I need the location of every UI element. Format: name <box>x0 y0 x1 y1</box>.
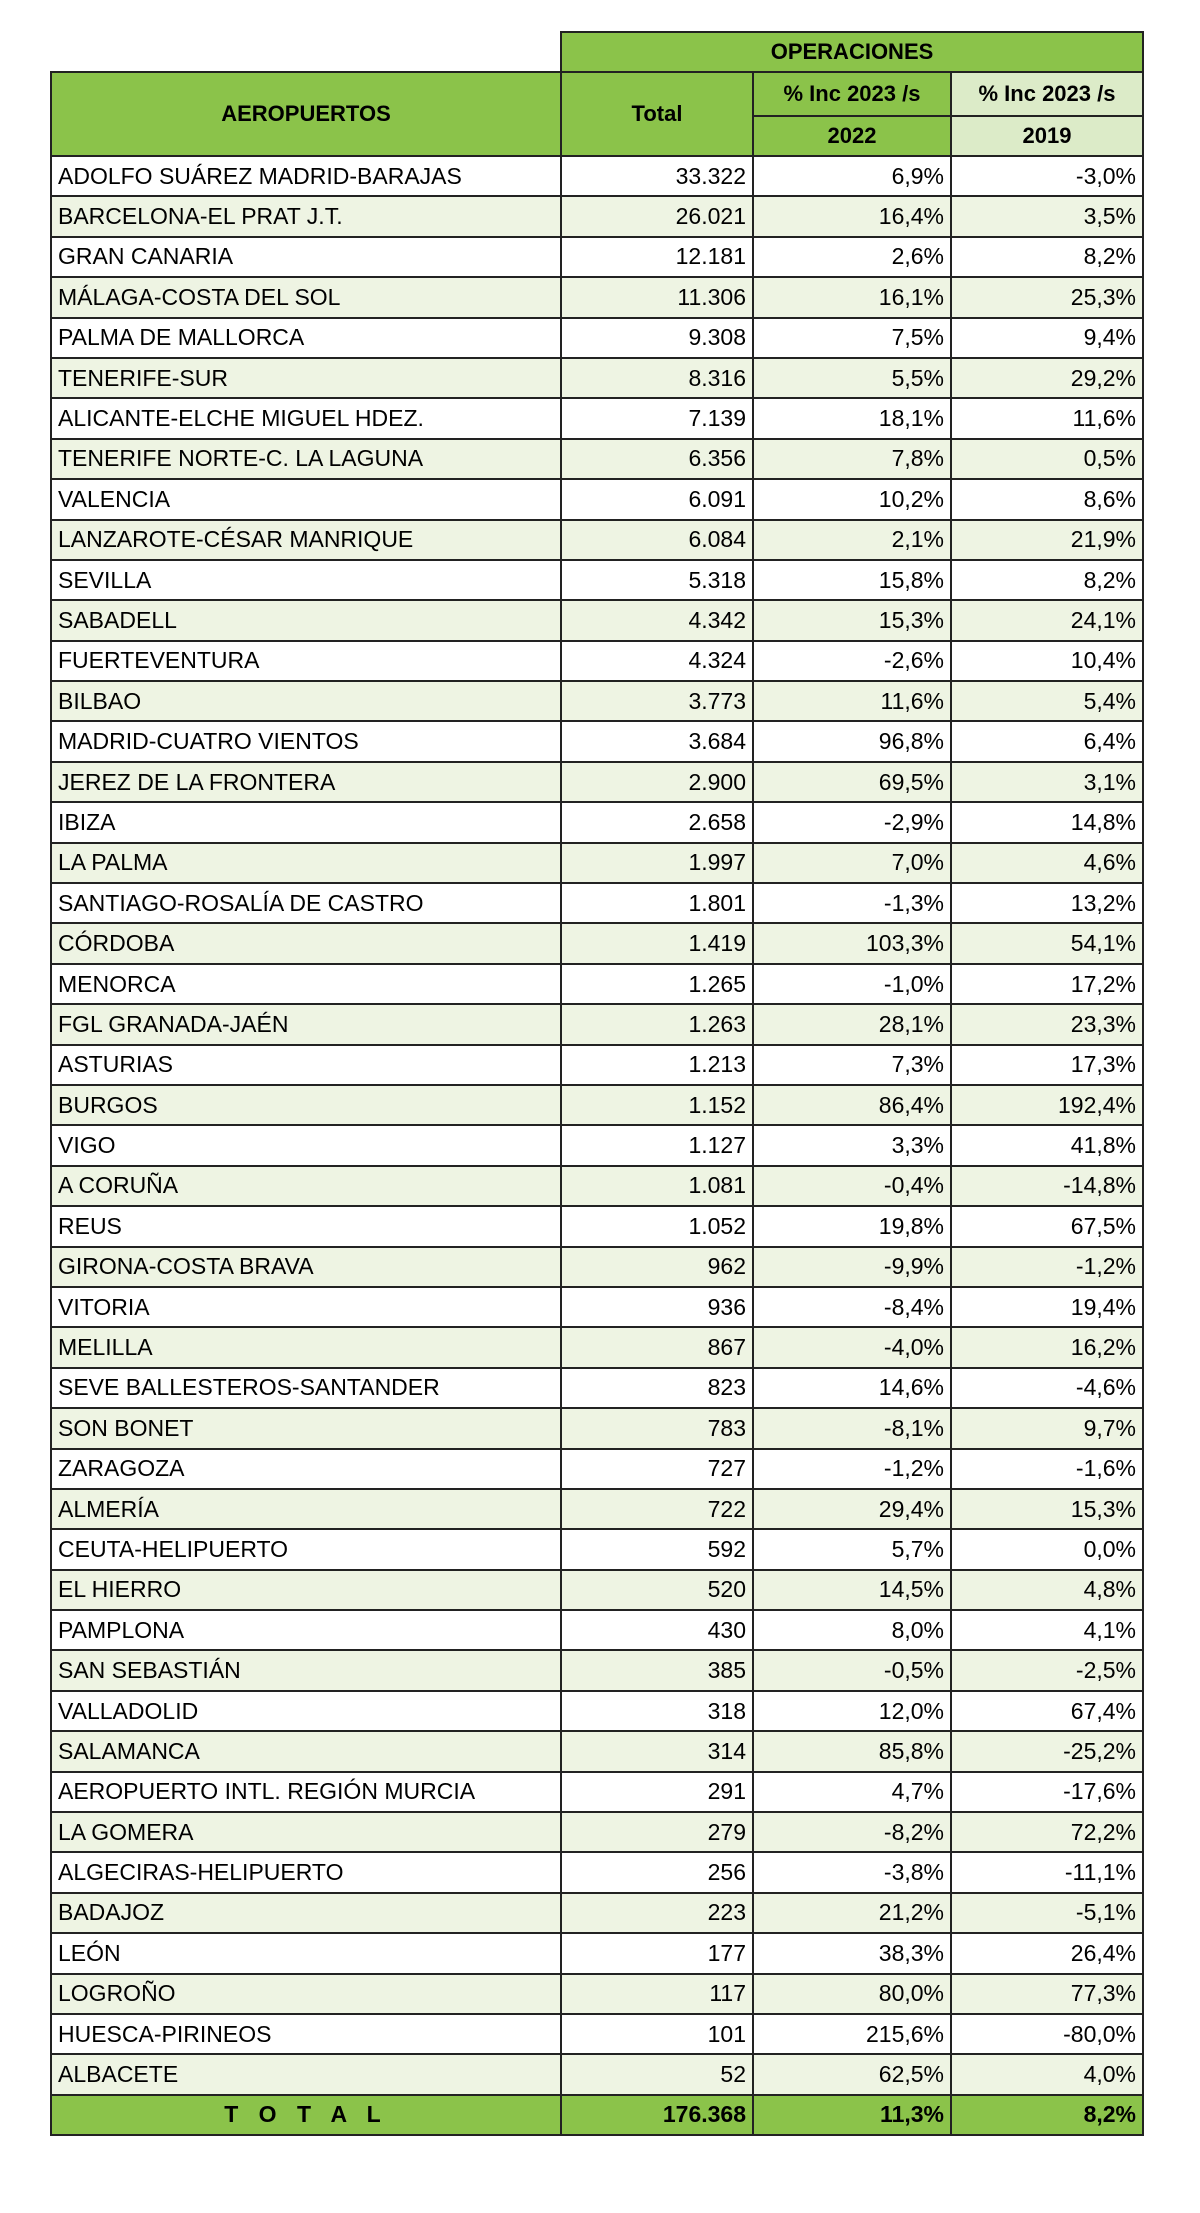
airport-name-cell: ALICANTE-ELCHE MIGUEL HDEZ. <box>51 398 561 438</box>
total-label: T O T A L <box>51 2095 561 2135</box>
table-row <box>51 1489 1143 1529</box>
inc-2022-cell: 5,7% <box>753 1529 951 1569</box>
inc-2022-cell: 18,1% <box>753 398 951 438</box>
table-row <box>51 1045 1143 1085</box>
airport-name-cell: REUS <box>51 1206 561 1246</box>
airport-name-cell: LOGROÑO <box>51 1974 561 2014</box>
total-cell: 1.265 <box>561 964 753 1004</box>
airport-name-cell: MADRID-CUATRO VIENTOS <box>51 721 561 761</box>
inc-2022-cell: -3,8% <box>753 1852 951 1892</box>
inc-2019-cell: 16,2% <box>951 1327 1143 1367</box>
table-row <box>51 2014 1143 2054</box>
inc-2019-cell: 67,4% <box>951 1691 1143 1731</box>
total-cell: 52 <box>561 2054 753 2094</box>
total-cell: 7.139 <box>561 398 753 438</box>
table-row <box>51 1449 1143 1489</box>
inc-2022-cell: 7,3% <box>753 1045 951 1085</box>
inc-2019-cell: 77,3% <box>951 1974 1143 2014</box>
airport-name-cell: GIRONA-COSTA BRAVA <box>51 1247 561 1287</box>
airport-name-cell: BARCELONA-EL PRAT J.T. <box>51 196 561 236</box>
inc-2019-cell: -4,6% <box>951 1368 1143 1408</box>
inc-2022-cell: 80,0% <box>753 1974 951 2014</box>
inc-2022-cell: 3,3% <box>753 1125 951 1165</box>
airport-name-cell: EL HIERRO <box>51 1570 561 1610</box>
airport-name-cell: GRAN CANARIA <box>51 237 561 277</box>
inc-2019-cell: 0,0% <box>951 1529 1143 1569</box>
inc-2019-cell: 24,1% <box>951 600 1143 640</box>
total-cell: 256 <box>561 1852 753 1892</box>
total-cell: 385 <box>561 1650 753 1690</box>
header-blank-cell <box>51 32 561 72</box>
inc-2019-cell: 10,4% <box>951 641 1143 681</box>
total-operations-value: 176.368 <box>561 2095 753 2135</box>
inc-2019-cell: -5,1% <box>951 1893 1143 1933</box>
table-row <box>51 1206 1143 1246</box>
inc-2022-cell: -0,5% <box>753 1650 951 1690</box>
inc-2019-cell: 67,5% <box>951 1206 1143 1246</box>
airport-name-cell: VITORIA <box>51 1287 561 1327</box>
table-row <box>51 883 1143 923</box>
inc-2022-cell: 28,1% <box>753 1004 951 1044</box>
total-cell: 26.021 <box>561 196 753 236</box>
inc-2022-cell: 7,8% <box>753 439 951 479</box>
table-row <box>51 681 1143 721</box>
inc-2019-header-line2: 2019 <box>951 116 1143 156</box>
airport-name-cell: SEVILLA <box>51 560 561 600</box>
total-cell: 12.181 <box>561 237 753 277</box>
total-cell: 520 <box>561 1570 753 1610</box>
inc-2022-cell: 6,9% <box>753 156 951 196</box>
airport-name-cell: LA PALMA <box>51 843 561 883</box>
table-row <box>51 1247 1143 1287</box>
table-row <box>51 641 1143 681</box>
airport-name-cell: JEREZ DE LA FRONTERA <box>51 762 561 802</box>
inc-2019-cell: 8,6% <box>951 479 1143 519</box>
inc-2019-cell: 54,1% <box>951 923 1143 963</box>
inc-2022-cell: 15,8% <box>753 560 951 600</box>
total-cell: 430 <box>561 1610 753 1650</box>
total-cell: 867 <box>561 1327 753 1367</box>
table-row <box>51 479 1143 519</box>
table-row <box>51 196 1143 236</box>
airport-name-cell: VIGO <box>51 1125 561 1165</box>
table-row <box>51 156 1143 196</box>
inc-2019-cell: 3,1% <box>951 762 1143 802</box>
inc-2019-cell: -1,6% <box>951 1449 1143 1489</box>
airport-name-cell: ALBACETE <box>51 2054 561 2094</box>
table-row <box>51 2054 1143 2094</box>
total-row <box>51 2095 1143 2135</box>
inc-2022-cell: -9,9% <box>753 1247 951 1287</box>
inc-2022-cell: 7,5% <box>753 318 951 358</box>
inc-2019-cell: 41,8% <box>951 1125 1143 1165</box>
total-cell: 177 <box>561 1933 753 1973</box>
airport-name-cell: FGL GRANADA-JAÉN <box>51 1004 561 1044</box>
table-row <box>51 600 1143 640</box>
inc-2022-cell: 96,8% <box>753 721 951 761</box>
table-row <box>51 721 1143 761</box>
total-cell: 2.658 <box>561 802 753 842</box>
inc-2019-cell: 26,4% <box>951 1933 1143 1973</box>
inc-2022-cell: -2,6% <box>753 641 951 681</box>
inc-2019-cell: 8,2% <box>951 560 1143 600</box>
airport-name-cell: ASTURIAS <box>51 1045 561 1085</box>
inc-2022-cell: -4,0% <box>753 1327 951 1367</box>
total-cell: 1.052 <box>561 1206 753 1246</box>
airport-name-cell: SANTIAGO-ROSALÍA DE CASTRO <box>51 883 561 923</box>
inc-2022-cell: 2,6% <box>753 237 951 277</box>
airport-name-cell: IBIZA <box>51 802 561 842</box>
inc-2019-cell: 29,2% <box>951 358 1143 398</box>
table-row <box>51 1650 1143 1690</box>
table-row <box>51 439 1143 479</box>
inc-2022-cell: 11,6% <box>753 681 951 721</box>
total-cell: 936 <box>561 1287 753 1327</box>
airport-name-cell: SON BONET <box>51 1408 561 1448</box>
inc-2022-cell: 5,5% <box>753 358 951 398</box>
airport-name-cell: BURGOS <box>51 1085 561 1125</box>
total-cell: 4.324 <box>561 641 753 681</box>
inc-2022-cell: 7,0% <box>753 843 951 883</box>
inc-2019-cell: 14,8% <box>951 802 1143 842</box>
table-row <box>51 1893 1143 1933</box>
table-row <box>51 802 1143 842</box>
total-cell: 1.419 <box>561 923 753 963</box>
airport-name-cell: BILBAO <box>51 681 561 721</box>
inc-2019-cell: 72,2% <box>951 1812 1143 1852</box>
inc-2019-cell: 25,3% <box>951 277 1143 317</box>
total-cell: 318 <box>561 1691 753 1731</box>
airport-name-cell: VALENCIA <box>51 479 561 519</box>
inc-2019-cell: -17,6% <box>951 1772 1143 1812</box>
table-row <box>51 1408 1143 1448</box>
inc-2019-cell: -14,8% <box>951 1166 1143 1206</box>
airport-name-cell: SAN SEBASTIÁN <box>51 1650 561 1690</box>
total-cell: 101 <box>561 2014 753 2054</box>
airport-name-cell: SALAMANCA <box>51 1731 561 1771</box>
total-cell: 6.356 <box>561 439 753 479</box>
total-cell: 6.091 <box>561 479 753 519</box>
airport-name-cell: ALGECIRAS-HELIPUERTO <box>51 1852 561 1892</box>
inc-2022-cell: -8,1% <box>753 1408 951 1448</box>
table-row <box>51 1974 1143 2014</box>
inc-2022-cell: 10,2% <box>753 479 951 519</box>
table-row <box>51 1610 1143 1650</box>
inc-2022-cell: 85,8% <box>753 1731 951 1771</box>
airport-name-cell: TENERIFE-SUR <box>51 358 561 398</box>
total-cell: 2.900 <box>561 762 753 802</box>
total-cell: 1.152 <box>561 1085 753 1125</box>
total-inc-2022-value: 11,3% <box>753 2095 951 2135</box>
inc-2019-cell: 19,4% <box>951 1287 1143 1327</box>
table-row <box>51 398 1143 438</box>
table-row <box>51 1933 1143 1973</box>
airport-operations-table <box>50 31 1144 2136</box>
inc-2019-cell: 6,4% <box>951 721 1143 761</box>
inc-2019-cell: -1,2% <box>951 1247 1143 1287</box>
total-cell: 592 <box>561 1529 753 1569</box>
airport-name-cell: BADAJOZ <box>51 1893 561 1933</box>
airport-name-cell: PALMA DE MALLORCA <box>51 318 561 358</box>
table-row <box>51 1004 1143 1044</box>
table-row <box>51 1327 1143 1367</box>
table-row <box>51 1812 1143 1852</box>
total-cell: 3.773 <box>561 681 753 721</box>
inc-2022-cell: 86,4% <box>753 1085 951 1125</box>
inc-2022-cell: 2,1% <box>753 520 951 560</box>
table-row <box>51 964 1143 1004</box>
table-row <box>51 560 1143 600</box>
inc-2019-cell: 15,3% <box>951 1489 1143 1529</box>
inc-2022-header-line1: % Inc 2023 /s <box>753 72 951 116</box>
airport-name-cell: ADOLFO SUÁREZ MADRID-BARAJAS <box>51 156 561 196</box>
table-row <box>51 1772 1143 1812</box>
total-cell: 3.684 <box>561 721 753 761</box>
total-inc-2019-value: 8,2% <box>951 2095 1143 2135</box>
table-row <box>51 358 1143 398</box>
inc-2019-cell: -2,5% <box>951 1650 1143 1690</box>
inc-2019-cell: 8,2% <box>951 237 1143 277</box>
airport-name-cell: FUERTEVENTURA <box>51 641 561 681</box>
table-row <box>51 318 1143 358</box>
inc-2022-cell: 15,3% <box>753 600 951 640</box>
airport-column-header: AEROPUERTOS <box>51 72 561 156</box>
inc-2022-cell: 4,7% <box>753 1772 951 1812</box>
total-cell: 9.308 <box>561 318 753 358</box>
inc-2022-cell: -1,2% <box>753 1449 951 1489</box>
inc-2022-cell: 69,5% <box>753 762 951 802</box>
airport-name-cell: A CORUÑA <box>51 1166 561 1206</box>
inc-2019-cell: 5,4% <box>951 681 1143 721</box>
airport-name-cell: ZARAGOZA <box>51 1449 561 1489</box>
total-cell: 823 <box>561 1368 753 1408</box>
total-cell: 722 <box>561 1489 753 1529</box>
airport-name-cell: VALLADOLID <box>51 1691 561 1731</box>
operations-table-container <box>50 31 1144 2136</box>
airport-name-cell: LA GOMERA <box>51 1812 561 1852</box>
table-row <box>51 1368 1143 1408</box>
total-cell: 117 <box>561 1974 753 2014</box>
inc-2019-cell: -80,0% <box>951 2014 1143 2054</box>
total-cell: 783 <box>561 1408 753 1448</box>
total-cell: 314 <box>561 1731 753 1771</box>
inc-2019-cell: 4,0% <box>951 2054 1143 2094</box>
airport-name-cell: SABADELL <box>51 600 561 640</box>
airport-name-cell: MENORCA <box>51 964 561 1004</box>
inc-2019-cell: -25,2% <box>951 1731 1143 1771</box>
total-cell: 727 <box>561 1449 753 1489</box>
inc-2022-cell: -1,3% <box>753 883 951 923</box>
inc-2019-cell: 17,2% <box>951 964 1143 1004</box>
table-row <box>51 1166 1143 1206</box>
table-row <box>51 762 1143 802</box>
airport-name-cell: ALMERÍA <box>51 1489 561 1529</box>
total-cell: 962 <box>561 1247 753 1287</box>
table-row <box>51 1529 1143 1569</box>
table-row <box>51 1852 1143 1892</box>
inc-2022-cell: 29,4% <box>753 1489 951 1529</box>
inc-2019-cell: 9,4% <box>951 318 1143 358</box>
inc-2022-cell: 21,2% <box>753 1893 951 1933</box>
inc-2022-cell: -2,9% <box>753 802 951 842</box>
inc-2019-cell: 192,4% <box>951 1085 1143 1125</box>
inc-2019-cell: 17,3% <box>951 1045 1143 1085</box>
total-cell: 33.322 <box>561 156 753 196</box>
airport-name-cell: CÓRDOBA <box>51 923 561 963</box>
table-row <box>51 1570 1143 1610</box>
inc-2022-cell: 62,5% <box>753 2054 951 2094</box>
inc-2019-cell: 0,5% <box>951 439 1143 479</box>
total-cell: 8.316 <box>561 358 753 398</box>
inc-2022-cell: -0,4% <box>753 1166 951 1206</box>
table-row <box>51 1085 1143 1125</box>
table-row <box>51 1287 1143 1327</box>
airport-name-cell: LANZAROTE-CÉSAR MANRIQUE <box>51 520 561 560</box>
airport-name-cell: TENERIFE NORTE-C. LA LAGUNA <box>51 439 561 479</box>
airport-name-cell: MÁLAGA-COSTA DEL SOL <box>51 277 561 317</box>
table-row <box>51 1125 1143 1165</box>
total-cell: 4.342 <box>561 600 753 640</box>
total-column-header: Total <box>561 72 753 156</box>
airport-name-cell: LEÓN <box>51 1933 561 1973</box>
inc-2022-cell: 16,4% <box>753 196 951 236</box>
total-cell: 1.127 <box>561 1125 753 1165</box>
table-row <box>51 923 1143 963</box>
total-cell: 5.318 <box>561 560 753 600</box>
total-cell: 223 <box>561 1893 753 1933</box>
total-cell: 1.213 <box>561 1045 753 1085</box>
inc-2019-cell: 4,1% <box>951 1610 1143 1650</box>
airport-name-cell: AEROPUERTO INTL. REGIÓN MURCIA <box>51 1772 561 1812</box>
inc-2022-header-line2: 2022 <box>753 116 951 156</box>
inc-2019-cell: -3,0% <box>951 156 1143 196</box>
airport-name-cell: CEUTA-HELIPUERTO <box>51 1529 561 1569</box>
total-cell: 1.801 <box>561 883 753 923</box>
airport-name-cell: SEVE BALLESTEROS-SANTANDER <box>51 1368 561 1408</box>
table-row <box>51 1731 1143 1771</box>
inc-2019-cell: 21,9% <box>951 520 1143 560</box>
total-cell: 291 <box>561 1772 753 1812</box>
inc-2019-cell: 9,7% <box>951 1408 1143 1448</box>
airport-name-cell: MELILLA <box>51 1327 561 1367</box>
inc-2022-cell: 14,6% <box>753 1368 951 1408</box>
inc-2022-cell: 16,1% <box>753 277 951 317</box>
table-body <box>51 156 1143 2095</box>
inc-2022-cell: -8,4% <box>753 1287 951 1327</box>
inc-2019-cell: 11,6% <box>951 398 1143 438</box>
total-cell: 11.306 <box>561 277 753 317</box>
total-cell: 1.081 <box>561 1166 753 1206</box>
inc-2022-cell: 12,0% <box>753 1691 951 1731</box>
inc-2022-cell: 215,6% <box>753 2014 951 2054</box>
table-row <box>51 237 1143 277</box>
inc-2019-cell: 13,2% <box>951 883 1143 923</box>
inc-2022-cell: 8,0% <box>753 1610 951 1650</box>
inc-2019-header-line1: % Inc 2023 /s <box>951 72 1143 116</box>
inc-2022-cell: 38,3% <box>753 1933 951 1973</box>
inc-2022-cell: 14,5% <box>753 1570 951 1610</box>
airport-name-cell: PAMPLONA <box>51 1610 561 1650</box>
inc-2019-cell: 4,6% <box>951 843 1143 883</box>
inc-2019-cell: 4,8% <box>951 1570 1143 1610</box>
table-row <box>51 843 1143 883</box>
table-row <box>51 520 1143 560</box>
airport-name-cell: HUESCA-PIRINEOS <box>51 2014 561 2054</box>
total-cell: 279 <box>561 1812 753 1852</box>
operaciones-group-header: OPERACIONES <box>561 32 1143 72</box>
table-row <box>51 1691 1143 1731</box>
inc-2022-cell: 103,3% <box>753 923 951 963</box>
inc-2019-cell: -11,1% <box>951 1852 1143 1892</box>
inc-2019-cell: 3,5% <box>951 196 1143 236</box>
inc-2022-cell: -8,2% <box>753 1812 951 1852</box>
table-row <box>51 277 1143 317</box>
total-cell: 6.084 <box>561 520 753 560</box>
inc-2019-cell: 23,3% <box>951 1004 1143 1044</box>
inc-2022-cell: -1,0% <box>753 964 951 1004</box>
inc-2022-cell: 19,8% <box>753 1206 951 1246</box>
total-cell: 1.263 <box>561 1004 753 1044</box>
total-cell: 1.997 <box>561 843 753 883</box>
